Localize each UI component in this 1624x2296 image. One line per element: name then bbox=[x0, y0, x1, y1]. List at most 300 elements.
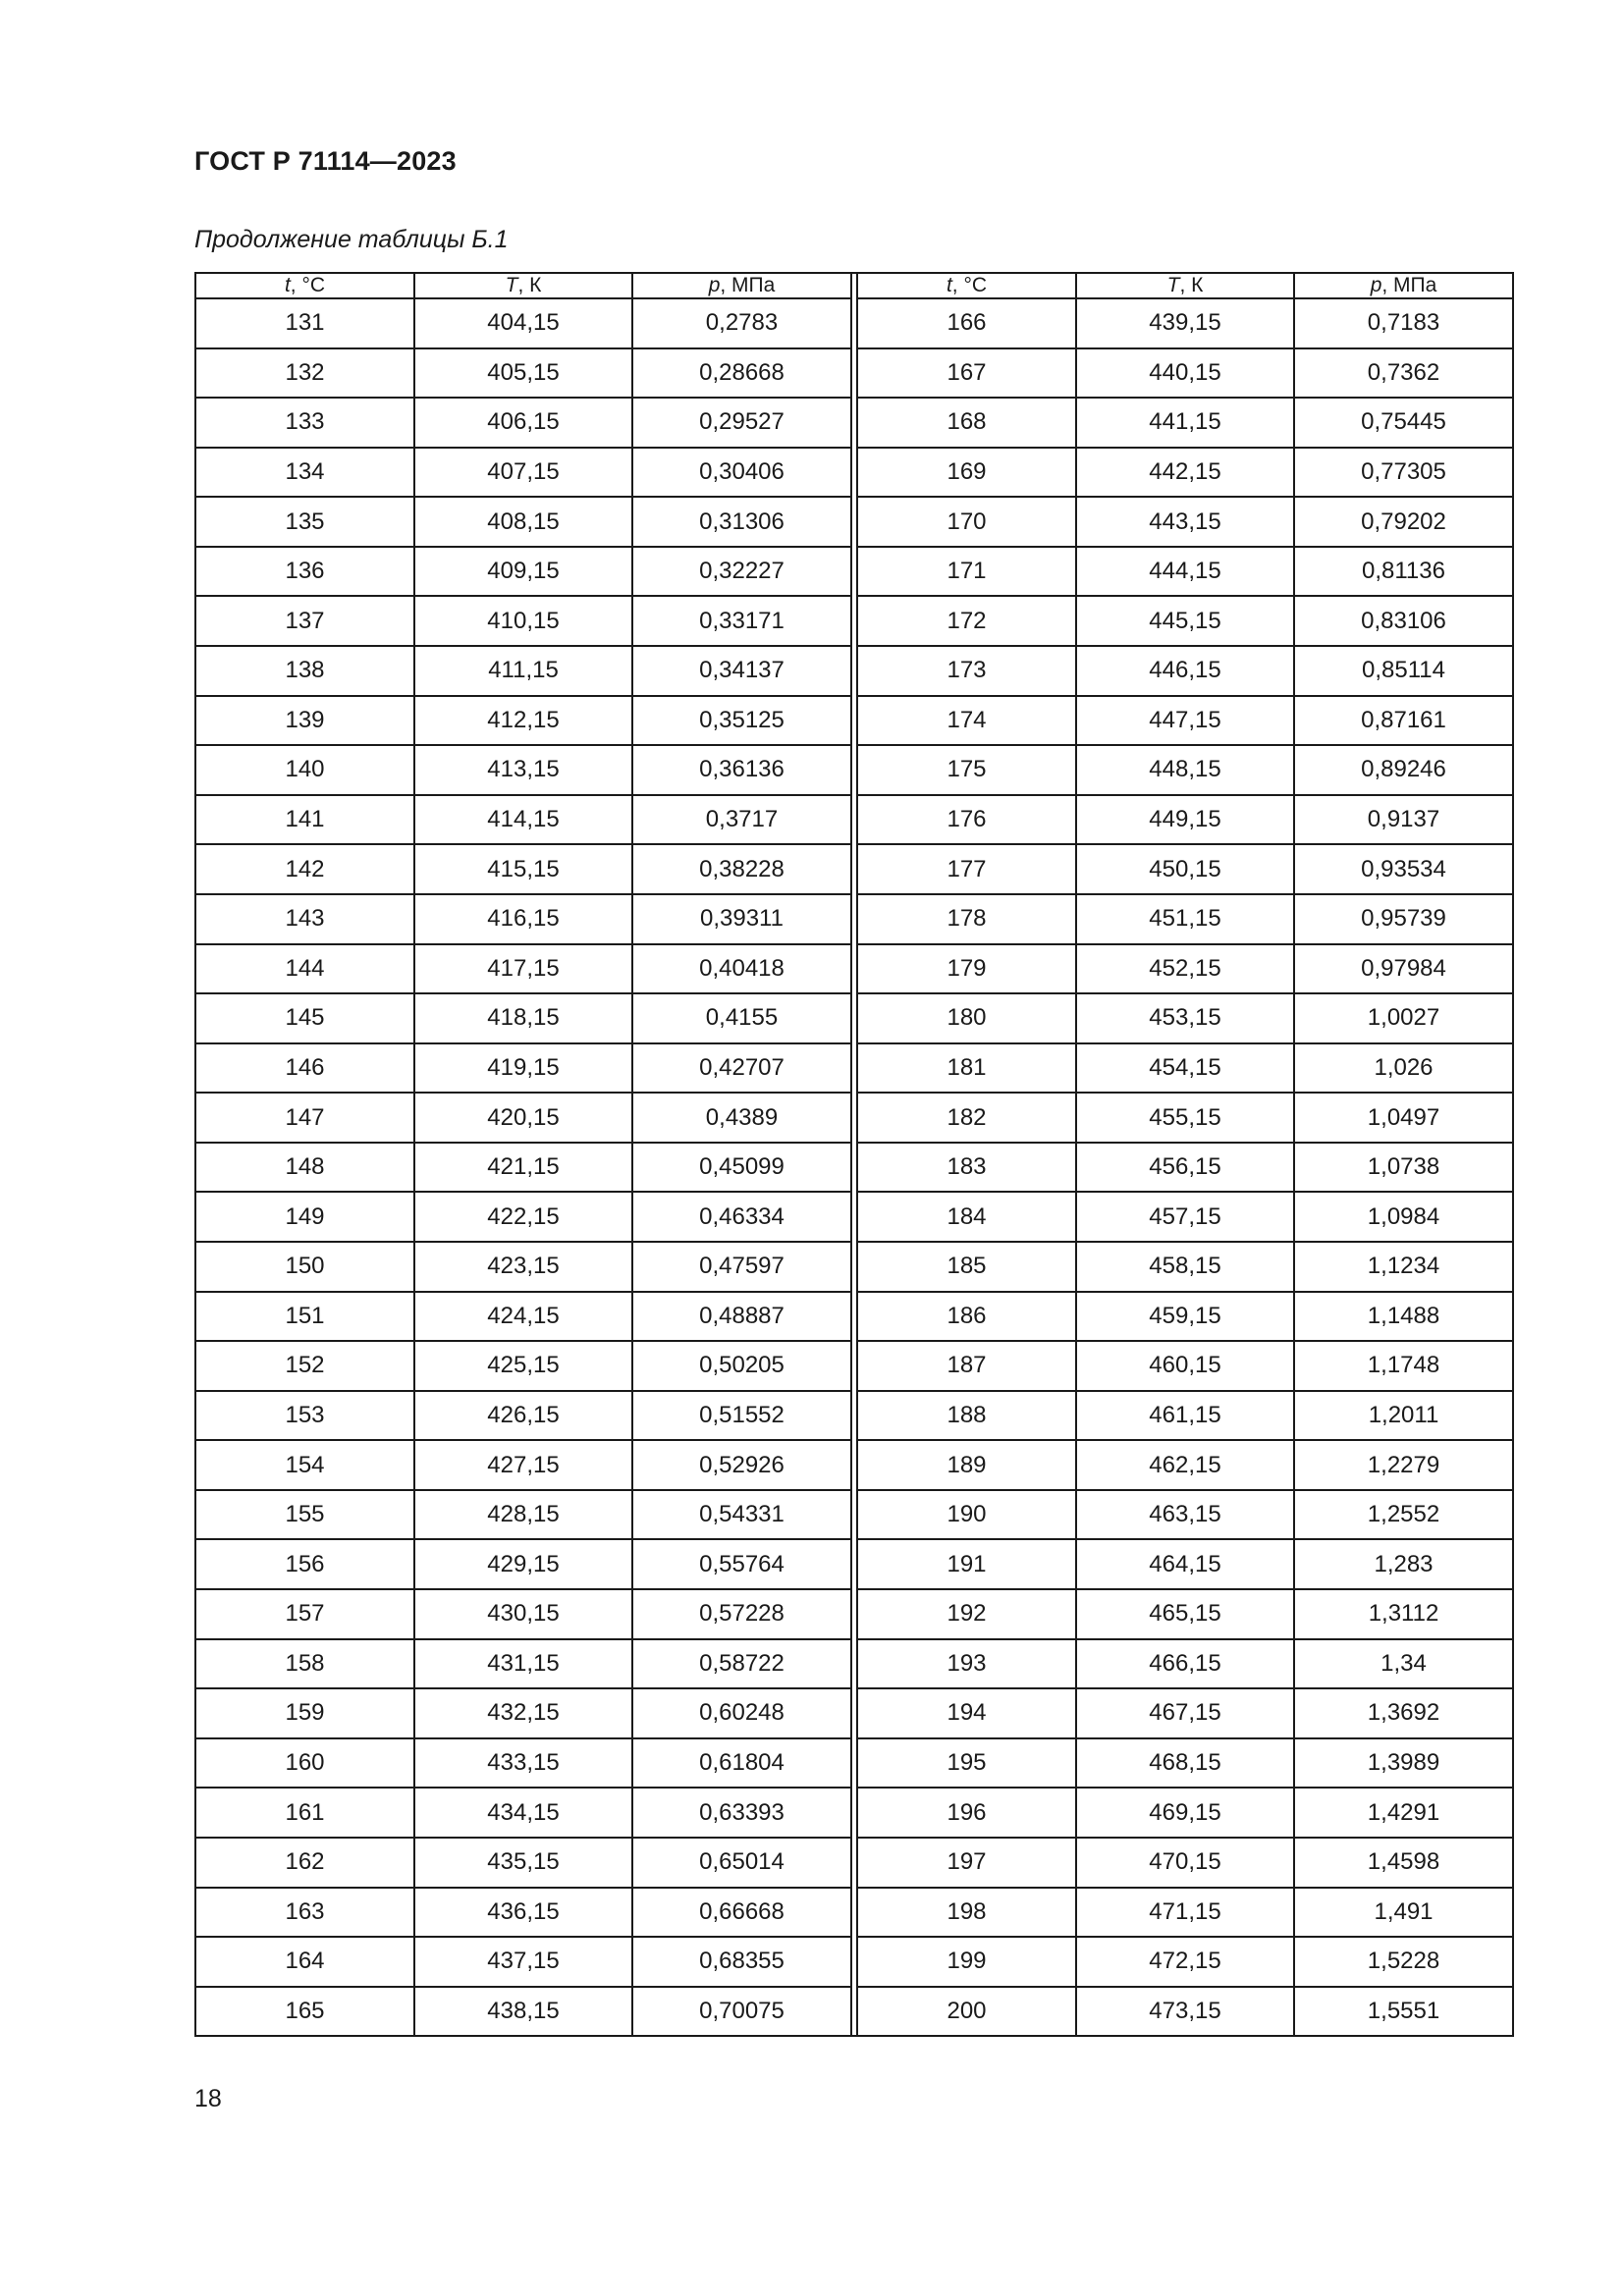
cell-temperature-k: 443,15 bbox=[1076, 497, 1294, 547]
cell-temperature-c: 189 bbox=[858, 1440, 1076, 1490]
cell-temperature-k: 423,15 bbox=[414, 1242, 632, 1292]
cell-temperature-k: 440,15 bbox=[1076, 348, 1294, 399]
column-unit: , К bbox=[517, 274, 542, 296]
document-header: ГОСТ Р 71114—2023 bbox=[194, 146, 457, 176]
table-row bbox=[858, 1292, 1512, 1342]
cell-temperature-k: 444,15 bbox=[1076, 547, 1294, 597]
cell-temperature-c: 158 bbox=[196, 1639, 414, 1689]
table-row bbox=[196, 944, 850, 994]
table-row bbox=[196, 1738, 850, 1789]
cell-temperature-c: 134 bbox=[196, 448, 414, 498]
cell-pressure: 1,2011 bbox=[1294, 1391, 1512, 1441]
cell-pressure: 1,3112 bbox=[1294, 1589, 1512, 1639]
table-row bbox=[196, 398, 850, 448]
table-row bbox=[858, 398, 1512, 448]
table-row bbox=[196, 448, 850, 498]
cell-temperature-k: 455,15 bbox=[1076, 1093, 1294, 1143]
table-left-body bbox=[196, 298, 850, 2035]
cell-pressure: 1,1234 bbox=[1294, 1242, 1512, 1292]
cell-temperature-k: 419,15 bbox=[414, 1043, 632, 1094]
cell-temperature-c: 135 bbox=[196, 497, 414, 547]
table-row bbox=[196, 1192, 850, 1242]
cell-pressure: 0,39311 bbox=[632, 894, 850, 944]
column-header-pressure bbox=[1294, 274, 1512, 298]
table-row bbox=[858, 1539, 1512, 1589]
cell-temperature-k: 447,15 bbox=[1076, 696, 1294, 746]
table-row bbox=[196, 1490, 850, 1540]
cell-temperature-c: 195 bbox=[858, 1738, 1076, 1789]
cell-temperature-k: 451,15 bbox=[1076, 894, 1294, 944]
table-row bbox=[858, 497, 1512, 547]
table-row bbox=[196, 497, 850, 547]
cell-temperature-k: 473,15 bbox=[1076, 1987, 1294, 2035]
cell-pressure: 0,32227 bbox=[632, 547, 850, 597]
cell-pressure: 0,89246 bbox=[1294, 745, 1512, 795]
table-row bbox=[196, 1242, 850, 1292]
table-row bbox=[858, 1043, 1512, 1094]
cell-pressure: 0,36136 bbox=[632, 745, 850, 795]
table-caption: Продолжение таблицы Б.1 bbox=[194, 226, 509, 253]
cell-temperature-k: 436,15 bbox=[414, 1888, 632, 1938]
cell-temperature-c: 182 bbox=[858, 1093, 1076, 1143]
cell-temperature-c: 162 bbox=[196, 1838, 414, 1888]
table-row bbox=[196, 1987, 850, 2035]
table-row bbox=[196, 547, 850, 597]
cell-temperature-c: 144 bbox=[196, 944, 414, 994]
cell-temperature-k: 432,15 bbox=[414, 1688, 632, 1738]
cell-temperature-c: 133 bbox=[196, 398, 414, 448]
cell-temperature-c: 193 bbox=[858, 1639, 1076, 1689]
table-row bbox=[858, 547, 1512, 597]
cell-temperature-k: 405,15 bbox=[414, 348, 632, 399]
cell-temperature-c: 163 bbox=[196, 1888, 414, 1938]
cell-temperature-c: 185 bbox=[858, 1242, 1076, 1292]
cell-pressure: 0,70075 bbox=[632, 1987, 850, 2035]
cell-temperature-c: 157 bbox=[196, 1589, 414, 1639]
table-row bbox=[858, 795, 1512, 845]
cell-pressure: 0,87161 bbox=[1294, 696, 1512, 746]
cell-temperature-k: 418,15 bbox=[414, 993, 632, 1043]
cell-temperature-c: 181 bbox=[858, 1043, 1076, 1094]
cell-temperature-k: 464,15 bbox=[1076, 1539, 1294, 1589]
cell-pressure: 1,0027 bbox=[1294, 993, 1512, 1043]
cell-temperature-c: 140 bbox=[196, 745, 414, 795]
cell-pressure: 0,50205 bbox=[632, 1341, 850, 1391]
cell-temperature-c: 156 bbox=[196, 1539, 414, 1589]
table-row bbox=[858, 1242, 1512, 1292]
cell-pressure: 0,33171 bbox=[632, 596, 850, 646]
cell-temperature-k: 468,15 bbox=[1076, 1738, 1294, 1789]
cell-temperature-k: 456,15 bbox=[1076, 1143, 1294, 1193]
cell-pressure: 0,9137 bbox=[1294, 795, 1512, 845]
cell-pressure: 0,51552 bbox=[632, 1391, 850, 1441]
table-right bbox=[858, 274, 1512, 2035]
table-row bbox=[196, 745, 850, 795]
table-row bbox=[196, 1589, 850, 1639]
cell-temperature-c: 190 bbox=[858, 1490, 1076, 1540]
cell-temperature-k: 448,15 bbox=[1076, 745, 1294, 795]
cell-pressure: 0,81136 bbox=[1294, 547, 1512, 597]
cell-temperature-k: 465,15 bbox=[1076, 1589, 1294, 1639]
cell-pressure: 1,5228 bbox=[1294, 1937, 1512, 1987]
table-row bbox=[196, 844, 850, 894]
cell-temperature-k: 445,15 bbox=[1076, 596, 1294, 646]
cell-temperature-k: 439,15 bbox=[1076, 298, 1294, 348]
cell-pressure: 0,93534 bbox=[1294, 844, 1512, 894]
cell-temperature-c: 139 bbox=[196, 696, 414, 746]
cell-temperature-k: 466,15 bbox=[1076, 1639, 1294, 1689]
cell-temperature-c: 199 bbox=[858, 1937, 1076, 1987]
table-row bbox=[196, 1093, 850, 1143]
cell-temperature-c: 131 bbox=[196, 298, 414, 348]
cell-temperature-c: 150 bbox=[196, 1242, 414, 1292]
cell-temperature-k: 472,15 bbox=[1076, 1937, 1294, 1987]
table-row bbox=[196, 1688, 850, 1738]
cell-pressure: 1,5551 bbox=[1294, 1987, 1512, 2035]
cell-temperature-k: 404,15 bbox=[414, 298, 632, 348]
cell-pressure: 1,34 bbox=[1294, 1639, 1512, 1689]
cell-temperature-c: 186 bbox=[858, 1292, 1076, 1342]
cell-temperature-c: 178 bbox=[858, 894, 1076, 944]
cell-pressure: 0,66668 bbox=[632, 1888, 850, 1938]
table-row bbox=[858, 745, 1512, 795]
table-row bbox=[196, 298, 850, 348]
table-row bbox=[858, 1192, 1512, 1242]
cell-temperature-k: 463,15 bbox=[1076, 1490, 1294, 1540]
cell-pressure: 0,83106 bbox=[1294, 596, 1512, 646]
table-row bbox=[858, 944, 1512, 994]
cell-pressure: 0,57228 bbox=[632, 1589, 850, 1639]
cell-pressure: 1,1488 bbox=[1294, 1292, 1512, 1342]
table-left-half bbox=[196, 274, 852, 2035]
table-row bbox=[196, 1043, 850, 1094]
cell-temperature-c: 171 bbox=[858, 547, 1076, 597]
cell-temperature-c: 177 bbox=[858, 844, 1076, 894]
table-row bbox=[196, 696, 850, 746]
table-row bbox=[858, 844, 1512, 894]
saturation-table bbox=[194, 272, 1514, 2037]
cell-temperature-k: 452,15 bbox=[1076, 944, 1294, 994]
cell-pressure: 0,63393 bbox=[632, 1788, 850, 1838]
table-row bbox=[196, 1539, 850, 1589]
cell-pressure: 0,75445 bbox=[1294, 398, 1512, 448]
cell-temperature-k: 450,15 bbox=[1076, 844, 1294, 894]
table-row bbox=[858, 1838, 1512, 1888]
cell-temperature-c: 165 bbox=[196, 1987, 414, 2035]
cell-temperature-c: 188 bbox=[858, 1391, 1076, 1441]
table-row bbox=[858, 1937, 1512, 1987]
column-header-temperature-k bbox=[414, 274, 632, 298]
table-header-row bbox=[196, 274, 850, 298]
cell-temperature-k: 428,15 bbox=[414, 1490, 632, 1540]
cell-pressure: 1,1748 bbox=[1294, 1341, 1512, 1391]
cell-temperature-k: 461,15 bbox=[1076, 1391, 1294, 1441]
table-row bbox=[196, 993, 850, 1043]
cell-temperature-c: 197 bbox=[858, 1838, 1076, 1888]
cell-pressure: 1,491 bbox=[1294, 1888, 1512, 1938]
cell-pressure: 1,3989 bbox=[1294, 1738, 1512, 1789]
column-unit: , МПа bbox=[1381, 274, 1437, 296]
cell-temperature-c: 183 bbox=[858, 1143, 1076, 1193]
table-row bbox=[196, 1391, 850, 1441]
table-row bbox=[196, 1639, 850, 1689]
cell-pressure: 0,48887 bbox=[632, 1292, 850, 1342]
cell-pressure: 0,58722 bbox=[632, 1639, 850, 1689]
cell-temperature-k: 437,15 bbox=[414, 1937, 632, 1987]
column-symbol: t bbox=[284, 274, 291, 296]
table-row bbox=[196, 1838, 850, 1888]
table-row bbox=[196, 596, 850, 646]
cell-pressure: 0,7183 bbox=[1294, 298, 1512, 348]
cell-pressure: 0,46334 bbox=[632, 1192, 850, 1242]
cell-temperature-c: 155 bbox=[196, 1490, 414, 1540]
table-row bbox=[196, 894, 850, 944]
table-row bbox=[858, 696, 1512, 746]
cell-temperature-c: 137 bbox=[196, 596, 414, 646]
cell-pressure: 1,4291 bbox=[1294, 1788, 1512, 1838]
cell-temperature-k: 449,15 bbox=[1076, 795, 1294, 845]
cell-temperature-c: 153 bbox=[196, 1391, 414, 1441]
cell-temperature-c: 200 bbox=[858, 1987, 1076, 2035]
cell-temperature-c: 174 bbox=[858, 696, 1076, 746]
cell-pressure: 0,60248 bbox=[632, 1688, 850, 1738]
cell-pressure: 0,52926 bbox=[632, 1440, 850, 1490]
cell-pressure: 0,97984 bbox=[1294, 944, 1512, 994]
cell-temperature-c: 146 bbox=[196, 1043, 414, 1094]
cell-temperature-c: 136 bbox=[196, 547, 414, 597]
cell-temperature-k: 421,15 bbox=[414, 1143, 632, 1193]
cell-temperature-k: 427,15 bbox=[414, 1440, 632, 1490]
cell-temperature-k: 454,15 bbox=[1076, 1043, 1294, 1094]
cell-temperature-c: 138 bbox=[196, 646, 414, 696]
cell-temperature-k: 420,15 bbox=[414, 1093, 632, 1143]
column-header-temperature-c bbox=[858, 274, 1076, 298]
column-unit: , °С bbox=[951, 274, 988, 296]
cell-temperature-c: 172 bbox=[858, 596, 1076, 646]
cell-temperature-k: 460,15 bbox=[1076, 1341, 1294, 1391]
cell-temperature-k: 434,15 bbox=[414, 1788, 632, 1838]
cell-pressure: 1,0984 bbox=[1294, 1192, 1512, 1242]
table-row bbox=[858, 1987, 1512, 2035]
cell-temperature-k: 470,15 bbox=[1076, 1838, 1294, 1888]
cell-temperature-c: 143 bbox=[196, 894, 414, 944]
table-row bbox=[858, 348, 1512, 399]
cell-temperature-c: 132 bbox=[196, 348, 414, 399]
cell-pressure: 0,45099 bbox=[632, 1143, 850, 1193]
cell-temperature-c: 151 bbox=[196, 1292, 414, 1342]
page-number: 18 bbox=[194, 2085, 222, 2112]
cell-temperature-c: 160 bbox=[196, 1738, 414, 1789]
table-right-body bbox=[858, 298, 1512, 2035]
cell-pressure: 0,35125 bbox=[632, 696, 850, 746]
cell-temperature-c: 198 bbox=[858, 1888, 1076, 1938]
cell-pressure: 0,42707 bbox=[632, 1043, 850, 1094]
cell-temperature-c: 142 bbox=[196, 844, 414, 894]
cell-temperature-k: 412,15 bbox=[414, 696, 632, 746]
cell-temperature-k: 438,15 bbox=[414, 1987, 632, 2035]
table-row bbox=[196, 1888, 850, 1938]
cell-temperature-c: 196 bbox=[858, 1788, 1076, 1838]
cell-pressure: 1,2279 bbox=[1294, 1440, 1512, 1490]
cell-pressure: 0,28668 bbox=[632, 348, 850, 399]
cell-temperature-k: 422,15 bbox=[414, 1192, 632, 1242]
cell-pressure: 0,68355 bbox=[632, 1937, 850, 1987]
cell-temperature-c: 152 bbox=[196, 1341, 414, 1391]
cell-pressure: 0,30406 bbox=[632, 448, 850, 498]
table-row bbox=[858, 298, 1512, 348]
cell-temperature-c: 166 bbox=[858, 298, 1076, 348]
cell-pressure: 0,61804 bbox=[632, 1738, 850, 1789]
table-row bbox=[858, 1888, 1512, 1938]
cell-pressure: 1,283 bbox=[1294, 1539, 1512, 1589]
table-row bbox=[858, 1688, 1512, 1738]
cell-temperature-c: 167 bbox=[858, 348, 1076, 399]
table-row bbox=[858, 596, 1512, 646]
table-row bbox=[196, 795, 850, 845]
table-row bbox=[196, 646, 850, 696]
cell-temperature-c: 170 bbox=[858, 497, 1076, 547]
cell-temperature-c: 187 bbox=[858, 1341, 1076, 1391]
cell-temperature-c: 192 bbox=[858, 1589, 1076, 1639]
column-symbol: T bbox=[505, 274, 518, 296]
column-header-temperature-c bbox=[196, 274, 414, 298]
cell-pressure: 0,4155 bbox=[632, 993, 850, 1043]
cell-temperature-c: 176 bbox=[858, 795, 1076, 845]
table-row bbox=[858, 646, 1512, 696]
table-row bbox=[196, 1341, 850, 1391]
cell-temperature-k: 424,15 bbox=[414, 1292, 632, 1342]
cell-pressure: 0,29527 bbox=[632, 398, 850, 448]
column-header-pressure bbox=[632, 274, 850, 298]
cell-temperature-c: 161 bbox=[196, 1788, 414, 1838]
column-unit: , МПа bbox=[720, 274, 776, 296]
cell-temperature-k: 407,15 bbox=[414, 448, 632, 498]
column-symbol: T bbox=[1166, 274, 1180, 296]
cell-pressure: 0,65014 bbox=[632, 1838, 850, 1888]
cell-pressure: 0,79202 bbox=[1294, 497, 1512, 547]
cell-temperature-k: 442,15 bbox=[1076, 448, 1294, 498]
column-symbol: p bbox=[708, 274, 721, 296]
cell-temperature-k: 457,15 bbox=[1076, 1192, 1294, 1242]
cell-pressure: 1,0497 bbox=[1294, 1093, 1512, 1143]
cell-pressure: 0,77305 bbox=[1294, 448, 1512, 498]
table-row bbox=[196, 1143, 850, 1193]
cell-pressure: 0,95739 bbox=[1294, 894, 1512, 944]
cell-pressure: 0,2783 bbox=[632, 298, 850, 348]
cell-temperature-k: 458,15 bbox=[1076, 1242, 1294, 1292]
cell-temperature-c: 164 bbox=[196, 1937, 414, 1987]
table-left bbox=[196, 274, 850, 2035]
cell-temperature-k: 414,15 bbox=[414, 795, 632, 845]
cell-temperature-k: 435,15 bbox=[414, 1838, 632, 1888]
cell-temperature-c: 147 bbox=[196, 1093, 414, 1143]
table-row bbox=[858, 1788, 1512, 1838]
table-row bbox=[858, 1738, 1512, 1789]
table-row bbox=[196, 1440, 850, 1490]
cell-temperature-k: 411,15 bbox=[414, 646, 632, 696]
cell-temperature-c: 148 bbox=[196, 1143, 414, 1193]
table-row bbox=[858, 1440, 1512, 1490]
table-row bbox=[858, 1639, 1512, 1689]
column-unit: , К bbox=[1179, 274, 1204, 296]
cell-temperature-k: 433,15 bbox=[414, 1738, 632, 1789]
cell-pressure: 0,40418 bbox=[632, 944, 850, 994]
table-row bbox=[858, 1589, 1512, 1639]
table-right-half bbox=[856, 274, 1512, 2035]
cell-pressure: 0,85114 bbox=[1294, 646, 1512, 696]
cell-temperature-k: 425,15 bbox=[414, 1341, 632, 1391]
table-row bbox=[196, 1937, 850, 1987]
cell-temperature-k: 469,15 bbox=[1076, 1788, 1294, 1838]
cell-pressure: 1,2552 bbox=[1294, 1490, 1512, 1540]
cell-temperature-c: 169 bbox=[858, 448, 1076, 498]
cell-temperature-c: 168 bbox=[858, 398, 1076, 448]
column-symbol: p bbox=[1370, 274, 1382, 296]
table-row bbox=[858, 1143, 1512, 1193]
cell-pressure: 1,4598 bbox=[1294, 1838, 1512, 1888]
cell-temperature-k: 410,15 bbox=[414, 596, 632, 646]
cell-temperature-c: 173 bbox=[858, 646, 1076, 696]
cell-temperature-k: 441,15 bbox=[1076, 398, 1294, 448]
cell-temperature-k: 408,15 bbox=[414, 497, 632, 547]
column-symbol: t bbox=[946, 274, 952, 296]
cell-temperature-c: 149 bbox=[196, 1192, 414, 1242]
cell-temperature-k: 467,15 bbox=[1076, 1688, 1294, 1738]
cell-temperature-k: 453,15 bbox=[1076, 993, 1294, 1043]
cell-pressure: 1,026 bbox=[1294, 1043, 1512, 1094]
table-header-row bbox=[858, 274, 1512, 298]
cell-temperature-k: 431,15 bbox=[414, 1639, 632, 1689]
cell-temperature-c: 184 bbox=[858, 1192, 1076, 1242]
cell-temperature-k: 413,15 bbox=[414, 745, 632, 795]
table-row bbox=[858, 448, 1512, 498]
cell-temperature-k: 446,15 bbox=[1076, 646, 1294, 696]
table-row bbox=[196, 1292, 850, 1342]
cell-temperature-c: 159 bbox=[196, 1688, 414, 1738]
cell-temperature-c: 141 bbox=[196, 795, 414, 845]
table-row bbox=[858, 993, 1512, 1043]
cell-temperature-k: 471,15 bbox=[1076, 1888, 1294, 1938]
cell-pressure: 0,38228 bbox=[632, 844, 850, 894]
cell-pressure: 0,3717 bbox=[632, 795, 850, 845]
cell-temperature-k: 416,15 bbox=[414, 894, 632, 944]
cell-temperature-c: 191 bbox=[858, 1539, 1076, 1589]
cell-pressure: 0,55764 bbox=[632, 1539, 850, 1589]
cell-temperature-k: 426,15 bbox=[414, 1391, 632, 1441]
cell-temperature-k: 415,15 bbox=[414, 844, 632, 894]
cell-pressure: 0,7362 bbox=[1294, 348, 1512, 399]
cell-temperature-c: 179 bbox=[858, 944, 1076, 994]
table-row bbox=[196, 1788, 850, 1838]
table-row bbox=[858, 1341, 1512, 1391]
cell-temperature-k: 462,15 bbox=[1076, 1440, 1294, 1490]
cell-temperature-k: 406,15 bbox=[414, 398, 632, 448]
table-row bbox=[196, 348, 850, 399]
cell-temperature-c: 154 bbox=[196, 1440, 414, 1490]
column-header-temperature-k bbox=[1076, 274, 1294, 298]
cell-pressure: 1,0738 bbox=[1294, 1143, 1512, 1193]
cell-temperature-k: 429,15 bbox=[414, 1539, 632, 1589]
table-row bbox=[858, 894, 1512, 944]
cell-temperature-k: 459,15 bbox=[1076, 1292, 1294, 1342]
cell-temperature-c: 145 bbox=[196, 993, 414, 1043]
cell-temperature-k: 417,15 bbox=[414, 944, 632, 994]
cell-temperature-c: 194 bbox=[858, 1688, 1076, 1738]
table-row bbox=[858, 1093, 1512, 1143]
cell-pressure: 0,47597 bbox=[632, 1242, 850, 1292]
cell-temperature-c: 180 bbox=[858, 993, 1076, 1043]
table-row bbox=[858, 1490, 1512, 1540]
